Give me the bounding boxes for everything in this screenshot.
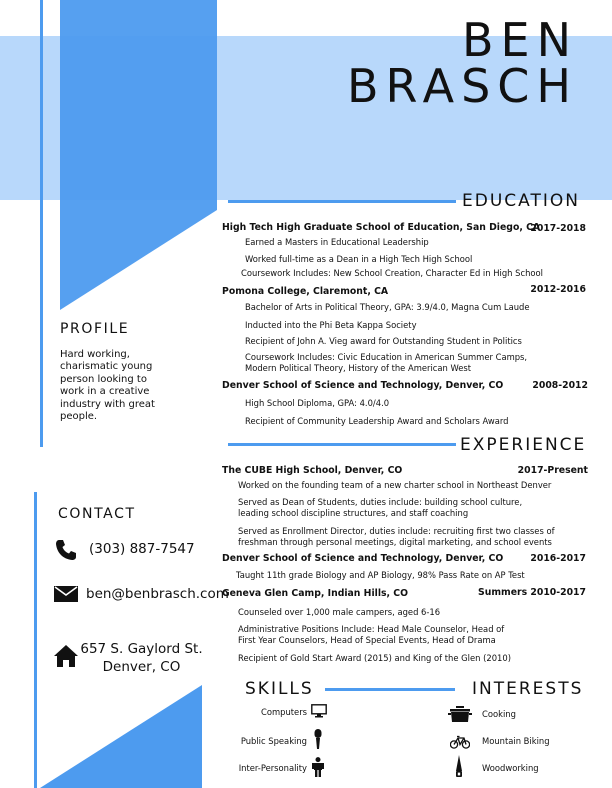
education-detail: High School Diploma, GPA: 4.0/4.0 (245, 398, 390, 408)
skill-label: Computers (261, 707, 307, 717)
contact-heading: CONTACT (58, 506, 136, 522)
experience-org: The CUBE High School, Denver, CO (222, 465, 403, 476)
experience-years: 2016-2017 (530, 553, 586, 564)
education-detail: Worked full-time as a Dean in a High Tech High School (245, 254, 473, 264)
phone-number: (303) 887-7547 (89, 541, 195, 557)
education-detail: Bachelor of Arts in Political Theory, GPA: 3.9/4.0, Magna Cum Laude (245, 302, 530, 312)
left-accent-line-top (40, 0, 43, 447)
experience-detail: First Year Counselors, Head of Special Events, Head of Drama (238, 635, 496, 645)
experience-detail: Served as Enrollment Director, duties include: recruiting first two classes of (238, 526, 555, 536)
education-years: 2008-2012 (532, 380, 588, 391)
experience-detail: freshman through personal meetings, digital marketing, and school events (238, 537, 552, 547)
education-detail: Modern Political Theory, History of the American West (245, 363, 472, 373)
envelope-icon (54, 586, 78, 602)
education-detail: Coursework Includes: New School Creation, Character Ed in High School (241, 268, 543, 278)
education-detail: Earned a Masters in Educational Leadership (245, 237, 429, 247)
interest-label: Cooking (482, 709, 516, 719)
interest-label: Mountain Biking (482, 736, 550, 746)
cooking-pot-icon (448, 706, 472, 722)
education-detail: Recipient of John A. Vieg award for Outstanding Student in Politics (245, 336, 522, 346)
profile-line: people. (60, 411, 98, 423)
last-name: BRASCH (346, 59, 578, 113)
address-line: Denver, CO (102, 659, 181, 675)
education-heading: EDUCATION (462, 191, 580, 211)
education-detail: Inducted into the Phi Beta Kappa Society (245, 320, 417, 330)
profile-line: Hard working, (60, 349, 130, 360)
bicycle-icon (450, 735, 470, 749)
address-line: 657 S. Gaylord St. (80, 641, 203, 657)
education-school: Pomona College, Claremont, CA (222, 286, 389, 297)
experience-heading: EXPERIENCE (460, 435, 587, 455)
experience-years: 2017-Present (517, 465, 588, 476)
experience-detail: Worked on the founding team of a new charter school in Northeast Denver (238, 480, 552, 490)
education-years: 2017-2018 (530, 223, 586, 234)
education-detail: Coursework Includes: Civic Education in American Summer Camps, (245, 352, 528, 362)
saw-icon (454, 755, 464, 777)
education-detail: Recipient of Community Leadership Award and Scholars Award (245, 416, 509, 426)
skill-label: Inter-Personality (238, 763, 307, 773)
experience-detail: leading school discipline structures, and staff coaching (238, 508, 469, 518)
house-icon (54, 645, 78, 667)
profile-line: industry with great (60, 398, 155, 410)
experience-detail: Administrative Positions Include: Head Male Counselor, Head of (238, 624, 505, 634)
address (80, 640, 203, 676)
profile-heading: PROFILE (60, 321, 130, 337)
skills-divider (325, 688, 455, 691)
phone-icon (54, 538, 78, 562)
microphone-icon (313, 729, 323, 749)
education-school: High Tech High Graduate School of Education, San Diego, CA (222, 222, 541, 233)
email-address: ben@benbrasch.com (86, 586, 229, 602)
first-name: BEN (461, 13, 578, 67)
skill-label: Public Speaking (240, 736, 307, 746)
skills-heading: SKILLS (245, 679, 314, 699)
person-icon (312, 757, 324, 777)
top-decor-shape (60, 0, 217, 310)
education-divider (228, 200, 456, 203)
experience-years: Summers 2010-2017 (478, 587, 586, 598)
profile-line: person looking to (60, 373, 147, 385)
experience-divider (228, 443, 456, 446)
education-years: 2012-2016 (530, 284, 586, 295)
left-accent-line-bottom (34, 492, 37, 788)
monitor-icon (311, 704, 327, 718)
bottom-decor-shape (40, 685, 202, 788)
experience-detail: Taught 11th grade Biology and AP Biology, 98% Pass Rate on AP Test (236, 570, 525, 580)
interests-heading: INTERESTS (472, 679, 584, 699)
profile-line: charismatic young (60, 361, 153, 373)
education-school: Denver School of Science and Technology, Denver, CO (222, 380, 504, 391)
experience-org: Geneva Glen Camp, Indian Hills, CO (222, 588, 409, 599)
interest-label: Woodworking (482, 763, 539, 773)
profile-text (60, 349, 200, 423)
experience-detail: Recipient of Gold Start Award (2015) and King of the Glen (2010) (238, 653, 511, 663)
experience-detail: Counseled over 1,000 male campers, aged 6-16 (238, 607, 441, 617)
experience-detail: Served as Dean of Students, duties include: building school culture, (238, 497, 523, 507)
experience-org: Denver School of Science and Technology, Denver, CO (222, 553, 504, 564)
profile-line: work in a creative (60, 386, 150, 398)
